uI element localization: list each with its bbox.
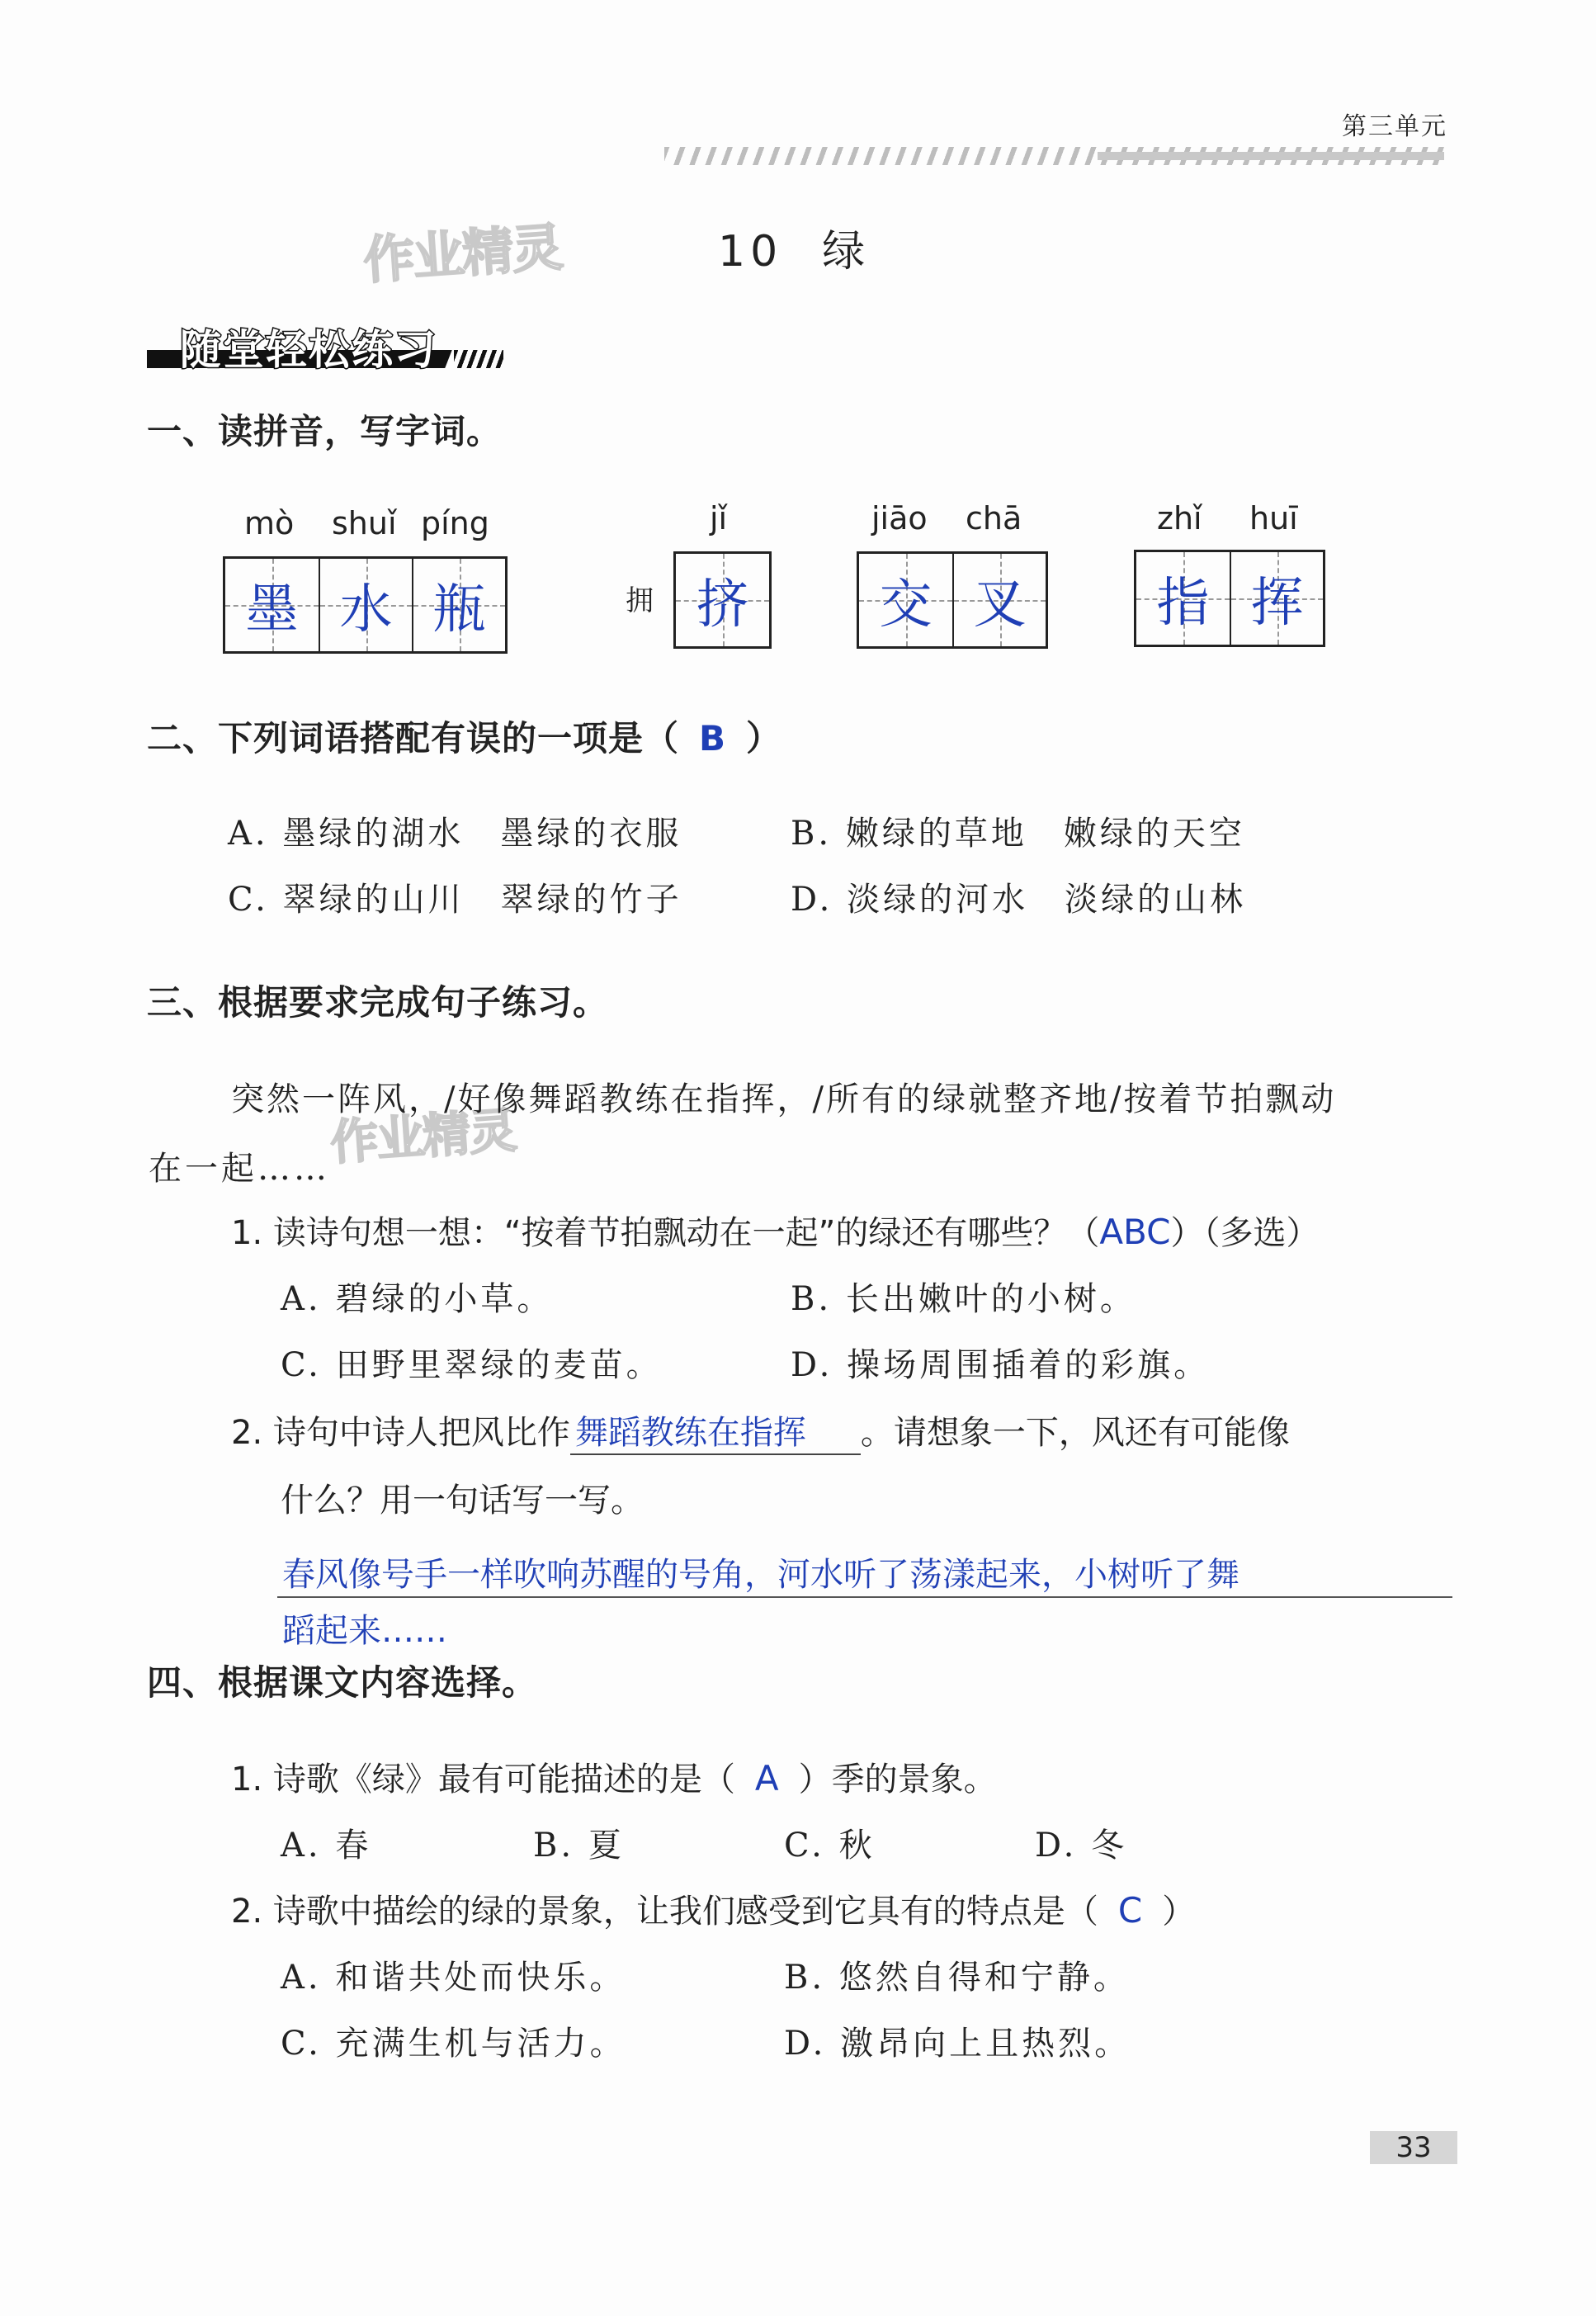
- word-prefix: 拥: [626, 584, 657, 617]
- unit-label: 第三单元: [1342, 112, 1447, 141]
- pinyin: huī: [1249, 500, 1298, 536]
- passage: 在一起……: [149, 1150, 330, 1188]
- option: B. 夏: [533, 1827, 625, 1865]
- question: 2. 诗句中诗人把风比作 舞蹈教练在指挥 。请想象一下，风还有可能像: [231, 1406, 1290, 1455]
- lesson-title: [718, 216, 870, 278]
- option: C. 翠绿的山川 翠绿的竹子: [228, 881, 682, 919]
- pinyin: jiāo: [871, 500, 928, 536]
- answer-line: [277, 1596, 1452, 1598]
- option: D. 冬: [1035, 1827, 1128, 1865]
- answer: B: [699, 718, 727, 759]
- pinyin: jǐ: [710, 500, 728, 536]
- answer: A: [754, 1758, 779, 1798]
- answer: ABC: [1099, 1212, 1171, 1252]
- option: D. 激昂向上且热烈。: [784, 2025, 1131, 2063]
- watermark: 作业精灵: [328, 1102, 517, 1171]
- option: B. 嫩绿的草地 嫩绿的天空: [791, 815, 1245, 853]
- section-1-title: 一、读拼音，写字词。: [147, 411, 503, 451]
- char-cell: 瓶: [412, 559, 505, 651]
- lesson-number: 10: [718, 227, 783, 277]
- pinyin: chā: [966, 500, 1022, 536]
- option: B. 悠然自得和宁静。: [784, 1959, 1130, 1997]
- writing-boxes: [857, 551, 1048, 649]
- question: 什么？用一句话写一写。: [281, 1482, 644, 1520]
- option: B. 长出嫩叶的小树。: [791, 1280, 1136, 1318]
- option: C. 充满生机与活力。: [281, 2025, 626, 2063]
- question: 1. 诗歌《绿》最有可能描述的是（ A ）季的景象。: [231, 1758, 997, 1798]
- question: 2. 诗歌中描绘的绿的景象，让我们感受到它具有的特点是（ C ）: [231, 1890, 1196, 1931]
- char-cell: 挤: [676, 554, 769, 646]
- option: A. 春: [281, 1827, 372, 1865]
- lesson-name: 绿: [822, 227, 871, 277]
- header-stripes: [664, 147, 1444, 165]
- writing-boxes: [1134, 550, 1325, 647]
- passage: 突然一阵风，/好像舞蹈教练在指挥，/所有的绿就整齐地/按着节拍飘动: [231, 1080, 1337, 1118]
- option: A. 和谐共处而快乐。: [281, 1959, 626, 1997]
- char-cell: 水: [319, 559, 412, 651]
- option: A. 碧绿的小草。: [281, 1280, 554, 1318]
- watermark: 作业精灵: [361, 216, 564, 291]
- banner-stripes: [454, 350, 503, 368]
- char-cell: 指: [1136, 552, 1230, 645]
- option: C. 田野里翠绿的麦苗。: [281, 1346, 663, 1384]
- handwritten-answer: 春风像号手一样吹响苏醒的号角，河水听了荡漾起来，小树听了舞: [282, 1556, 1239, 1594]
- pinyin: píng: [421, 505, 489, 541]
- answer: C: [1117, 1890, 1143, 1931]
- writing-boxes: [673, 551, 772, 649]
- char-cell: 叉: [952, 554, 1046, 646]
- pinyin: mò: [244, 505, 295, 541]
- handwritten-answer: 蹈起来……: [282, 1612, 447, 1650]
- char-cell: 墨: [225, 559, 319, 651]
- option: D. 操场周围插着的彩旗。: [791, 1346, 1211, 1384]
- section-4-title: 四、根据课文内容选择。: [147, 1662, 538, 1703]
- section-3-title: 三、根据要求完成句子练习。: [147, 982, 609, 1023]
- option: C. 秋: [784, 1827, 876, 1865]
- question: 1. 读诗句想一想：“按着节拍飘动在一起”的绿还有哪些？（ABC）（多选）: [231, 1212, 1320, 1252]
- answer-blank: 舞蹈教练在指挥: [570, 1406, 861, 1455]
- writing-boxes: [223, 556, 508, 654]
- option: D. 淡绿的河水 淡绿的山林: [791, 881, 1247, 919]
- pinyin: zhǐ: [1157, 500, 1202, 536]
- section-banner: [147, 322, 502, 374]
- char-cell: 交: [859, 554, 952, 646]
- banner-text: 随堂轻松练习: [180, 326, 437, 374]
- pinyin: shuǐ: [332, 505, 397, 541]
- section-2-title: 二、下列词语搭配有误的一项是（ B ）: [147, 718, 782, 759]
- option: A. 墨绿的湖水 墨绿的衣服: [228, 815, 682, 853]
- char-cell: 挥: [1230, 552, 1323, 645]
- page-number: 33: [1370, 2131, 1457, 2164]
